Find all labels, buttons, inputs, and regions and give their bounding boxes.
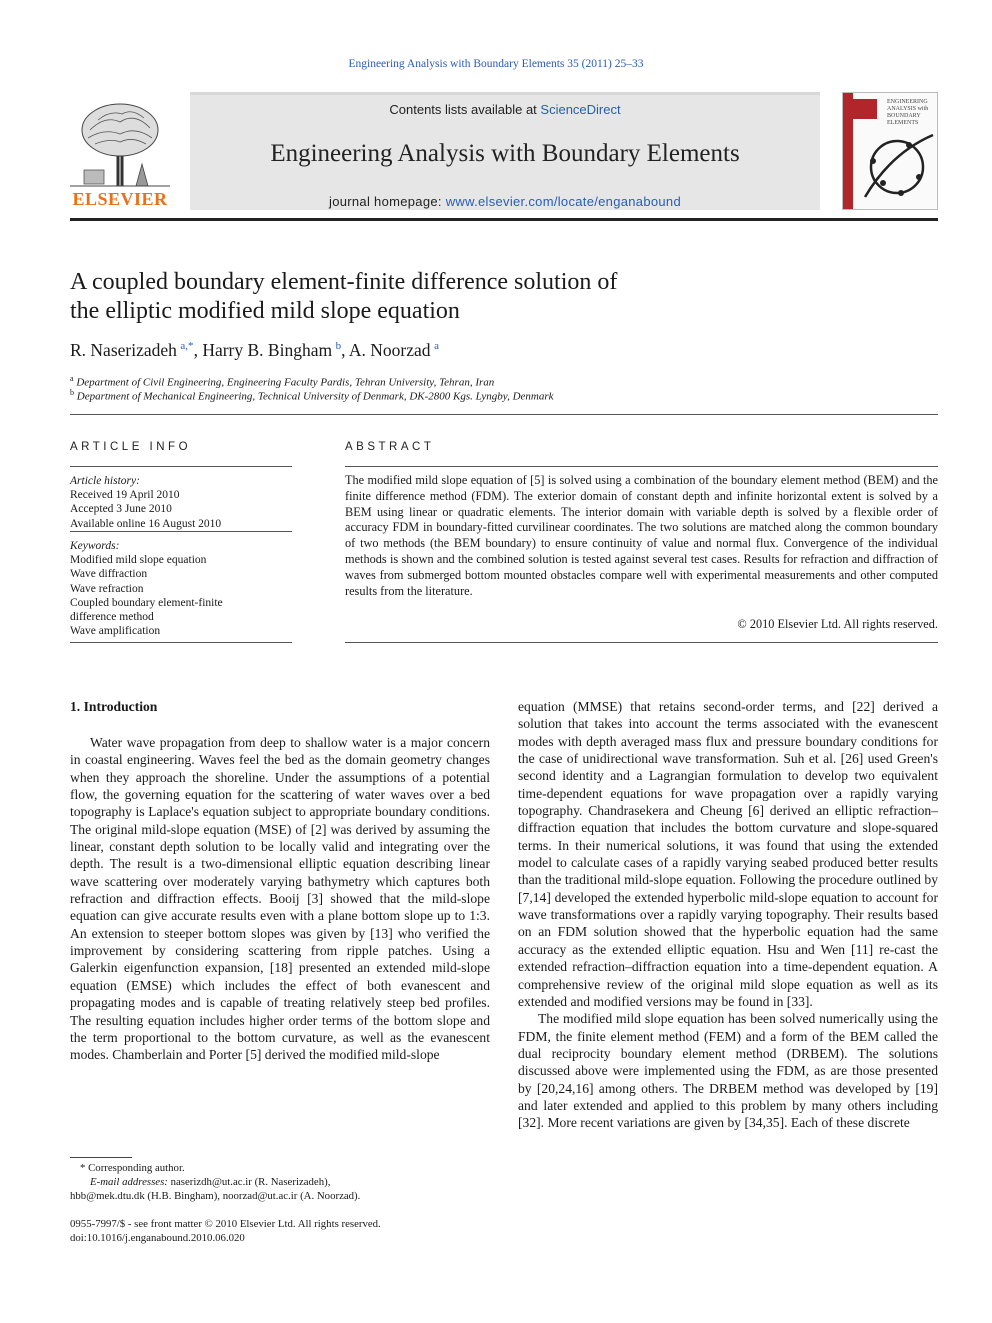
author-affil-link[interactable]: a <box>434 340 439 353</box>
body-column-left <box>70 734 490 1064</box>
keyword-item: Coupled boundary element-finite <box>70 596 223 609</box>
author-affil-link[interactable]: a,* <box>180 340 194 353</box>
keyword-item: Wave diffraction <box>70 568 148 581</box>
affiliation <box>70 374 870 389</box>
elsevier-tree-icon <box>70 100 170 188</box>
abstract-heading: ABSTRACT <box>345 441 435 453</box>
keyword-item: difference method <box>70 611 154 624</box>
history-item: Accepted 3 June 2010 <box>70 503 172 516</box>
history-item: Received 19 April 2010 <box>70 489 180 502</box>
affiliation-marker: a <box>70 374 74 383</box>
header-divider <box>70 218 938 221</box>
author-name: R. Naserizadeh <box>70 340 177 360</box>
journal-cover-thumbnail <box>842 92 938 210</box>
keyword-item: Wave refraction <box>70 582 144 595</box>
author-name: Harry B. Bingham <box>202 340 333 360</box>
article-title-line: A coupled boundary element-finite difference solution of <box>70 269 618 295</box>
email-addresses[interactable]: naserizdh@ut.ac.ir (R. Naserizadeh), <box>170 1176 331 1188</box>
affiliation-text: Department of Mechanical Engineering, Technical University of Denmark, DK-2800 Kgs. Lyngby, Denmark <box>76 390 554 403</box>
footnote-rule <box>70 1157 132 1158</box>
author-affil-link[interactable]: b <box>335 340 342 353</box>
article-title-line: the elliptic modified mild slope equation <box>70 298 460 324</box>
keyword-item: Modified mild slope equation <box>70 554 207 567</box>
keywords-label: Keywords: <box>70 540 120 552</box>
article-history <box>70 474 292 531</box>
journal-citation[interactable]: Engineering Analysis with Boundary Elements 35 (2011) 25–33 <box>348 58 644 70</box>
contents-prefix: Contents lists available at <box>389 102 541 117</box>
cover-title-line: BOUNDARY <box>887 113 921 119</box>
email-label: E-mail addresses: <box>90 1176 171 1188</box>
abstract-rule <box>345 466 938 467</box>
cover-title <box>887 99 937 127</box>
front-matter <box>70 1217 490 1245</box>
email-line[interactable]: hbb@mek.dtu.dk (H.B. Bingham), noorzad@ut.ac.ir (A. Noorzad). <box>70 1190 361 1202</box>
abstract-text: The modified mild slope equation of [5] is solved using a combination of the boundary element method (BEM) and the finite difference method (FDM). The exterior domain of constant depth and infinite horizontal extent is solved by a BEM using linear or quadratic elements. The interior domain with variable depth is solved by a flexible order of accuracy FDM in boundary-fitted curvilinear coordinates. The two solutions are matched along the common boundary of two methods (the BEM boundary) to ensure continuity of value and normal flux. Convergence of the individual methods is shown and the combined solution is tested against several test cases. Results for refraction and diffraction of waves from submerged bottom mounted obstacles compare well with experimental measurements and other computed results from the literature. <box>345 473 938 598</box>
section-heading-introduction: 1. Introduction <box>70 699 158 714</box>
body-column-right <box>518 698 938 1132</box>
cover-title-line: ANALYSIS with <box>887 106 929 112</box>
article-title <box>70 268 790 326</box>
affiliation-text: Department of Civil Engineering, Engineering Faculty Pardis, Tehran University, Tehran, Iran <box>76 376 495 389</box>
journal-name: Engineering Analysis with Boundary Elements <box>270 140 740 167</box>
article-info-rule <box>70 642 292 643</box>
article-info-heading: ARTICLE INFO <box>70 441 192 453</box>
abstract-rule <box>345 642 938 643</box>
elsevier-wordmark: ELSEVIER <box>72 189 168 209</box>
homepage-prefix: journal homepage: <box>329 194 446 209</box>
author-list: R. Naserizadeh $^{a,*}$, Harry B. Bingham $^b$, A. Noorzad $^a$ <box>70 340 439 360</box>
corresponding-author: * Corresponding author. <box>80 1162 185 1174</box>
homepage-link[interactable]: www.elsevier.com/locate/enganabound <box>445 194 681 209</box>
keyword-item: Wave amplification <box>70 625 161 638</box>
cover-title-line: ELEMENTS <box>887 120 919 126</box>
history-label: Article history: <box>70 475 140 487</box>
contents-line <box>190 102 820 117</box>
article-info-rule <box>70 531 292 532</box>
doi-line[interactable]: doi:10.1016/j.enganabound.2010.06.020 <box>70 1232 245 1244</box>
article-info-rule <box>70 466 292 467</box>
elsevier-logo <box>70 100 170 210</box>
journal-homepage <box>190 194 820 209</box>
affiliation-marker: b <box>70 388 74 397</box>
body-paragraph: equation (MMSE) that retains second-order terms, and [22] derived a solution that takes into account the terms associated with the evanescent modes with depth averaged mass flux and pressure boundary conditions for the case of unidirectional wave transformation. Suh et al. [26] used Green's second identity and a Lagrangian formulation to develop two equivalent time-dependent equations for wave propagation over a rapidly varying topography. Chandrasekera and Cheung [6] derived an elliptic refraction–diffraction equation that includes the bottom curvature and slope-squared terms. In their numerical solutions, it was found that using the extended model to calculate cases of a rapidly varying seabed produced better results than the traditional mild-slope equation. Following the procedure outlined by [7,14] developed the extended hyperbolic mild-slope equation to account for wave transformations over a rapidly varying topography. Their results based on an FDM solution showed that the hyperbolic equation had the same accuracy as the extended elliptic equation. Hsu and Wen [11] re-cast the extended refraction–diffraction equation into a time-dependent equation. A comprehensive review of the original mild slope equation as well as its extended and modified versions may be found in [33]. <box>518 699 938 1009</box>
author-name: A. Noorzad <box>348 340 431 360</box>
footnote-corresponding <box>70 1161 490 1203</box>
affiliation <box>70 388 870 403</box>
email-line <box>70 1175 490 1189</box>
issn-line: 0955-7997/$ - see front matter © 2010 Elsevier Ltd. All rights reserved. <box>70 1218 381 1230</box>
section-divider <box>70 414 938 415</box>
keywords <box>70 539 292 638</box>
abstract-copyright: © 2010 Elsevier Ltd. All rights reserved. <box>737 617 938 631</box>
sciencedirect-link[interactable]: ScienceDirect <box>540 102 621 117</box>
history-item: Available online 16 August 2010 <box>70 517 222 530</box>
cover-title-line: ENGINEERING <box>887 99 928 105</box>
body-paragraph: The modified mild slope equation has been solved numerically using the FDM, the finite element method (FEM) and a form of the BEM called the dual reciprocity boundary element method (DRBEM). The solutions discussed above were implemented using the FDM, as are those presented by [20,24,16] among others. The DRBEM method was developed by [19] and later extended and applied to this problem by many others including [32]. More recent variations are given by [34,35]. Each of these discrete <box>518 1011 938 1131</box>
body-paragraph: Water wave propagation from deep to shallow water is a major concern in coastal engineering. Waves feel the bed as the domain geometry changes when they approach the shoreline. Under the assumptions of a potential flow, the governing equation for the scattering of water waves over a bed topography is Laplace's equation subject to appropriate boundary conditions. The original mild-slope equation (MSE) of [2] was derived by assuming the linear, constant depth solution to be locally valid and integrating over the depth. The result is a two-dimensional elliptic equation describing linear wave scattering over moderately varying bathymetry which captures both refraction and diffraction effects. Booij [3] showed that the mild-slope equation can give accurate results even with a plane bottom slope up to 1:3. An extension to steeper bottom slopes was given by [13] who verified the improvement by considering scattering from ripple patches. Using a Galerkin eigenfunction expansion, [18] presented an extended mild-slope equation (EMSE) which includes the effect of both evanescent and propagating modes and is capable of treating relatively steep bed profiles. The resulting equation includes higher order terms of the bottom slope and the term proportional to the bottom curvature, as well as the evanescent modes. Chamberlain and Porter [5] derived the modified mild-slope <box>70 735 490 1063</box>
